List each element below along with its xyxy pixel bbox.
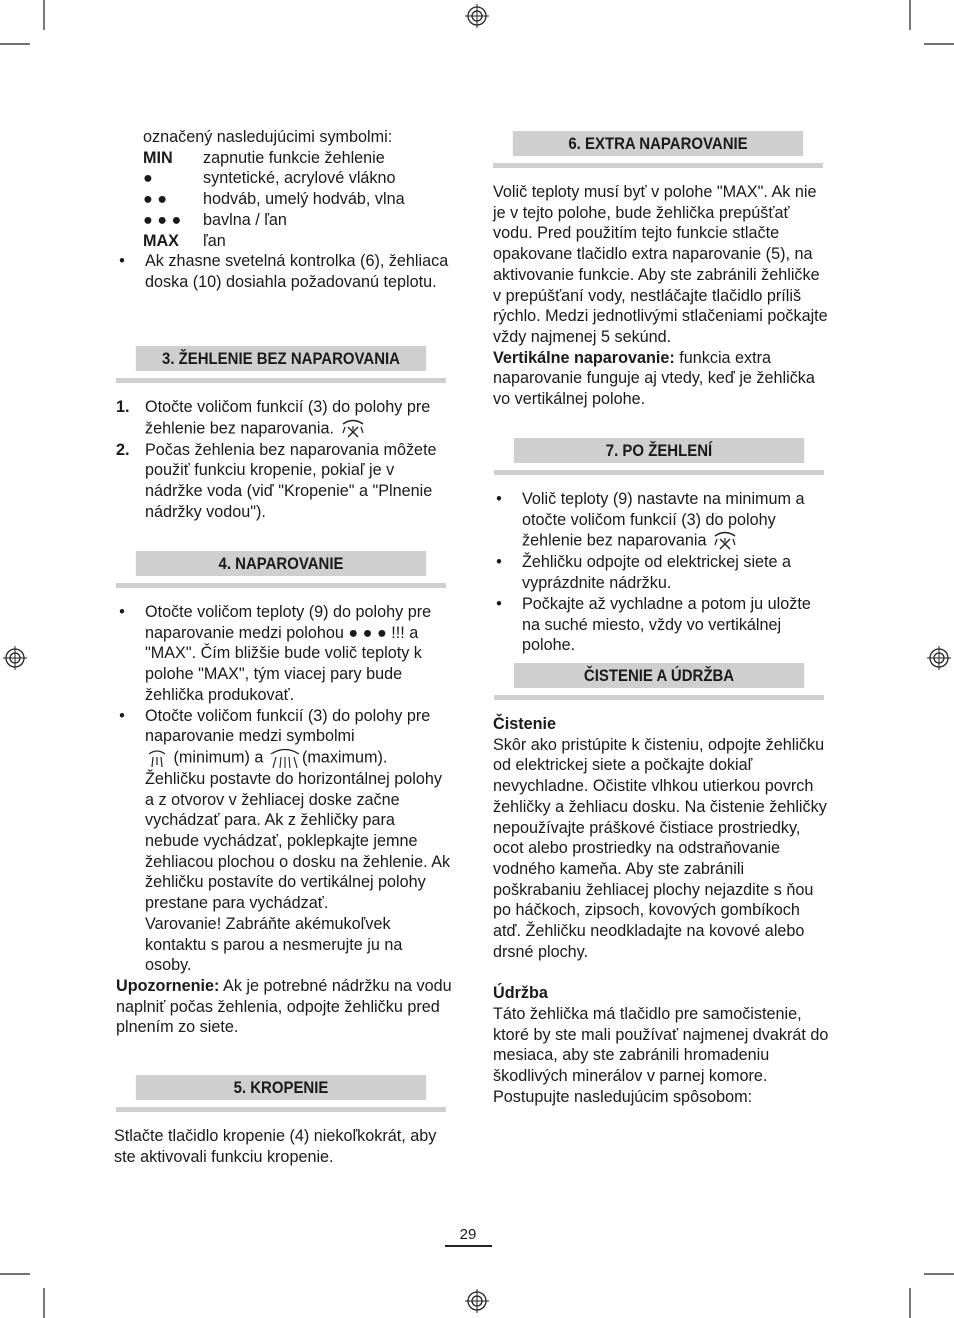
registration-mark-bottom bbox=[465, 1289, 489, 1313]
symbol-desc: hodváb, umelý hodváb, vlna bbox=[203, 190, 405, 209]
symbol-desc: syntetické, acrylové vlákno bbox=[203, 169, 396, 188]
section-5-body: Stlačte tlačidlo kropenie (4) niekoľkokrát, aby ste aktivovali funkciu kropenie. bbox=[114, 1127, 437, 1166]
symbol-key: ● ● bbox=[143, 190, 168, 209]
no-steam-icon bbox=[339, 418, 367, 440]
page-number-underline bbox=[445, 1245, 492, 1247]
page-number: 29 bbox=[459, 1226, 477, 1243]
section-divider bbox=[494, 695, 824, 700]
subheading: Údržba bbox=[493, 984, 548, 1003]
section-header: 4. NAPAROVANIE bbox=[136, 551, 426, 576]
symbol-desc: ľan bbox=[203, 231, 226, 250]
registration-mark-left bbox=[3, 646, 27, 670]
steam-min-icon bbox=[145, 748, 169, 768]
section-divider bbox=[494, 470, 824, 475]
symbols-intro: označený nasledujúcimi symbolmi: bbox=[143, 128, 393, 146]
symbol-row bbox=[143, 231, 452, 252]
symbol-row bbox=[143, 210, 452, 231]
section-divider bbox=[116, 1107, 446, 1112]
subheading: Čistenie bbox=[493, 715, 556, 733]
section-header: 5. KROPENIE bbox=[136, 1075, 426, 1100]
section-header: 3. ŽEHLENIE BEZ NAPAROVANIA bbox=[136, 346, 426, 371]
registration-mark-right bbox=[927, 646, 951, 670]
list-item: • Počkajte až vychladne a potom ju uložte na suché miesto, vždy vo vertikálnej polohe. bbox=[496, 594, 811, 655]
list-item: • Ak zhasne svetelná kontrolka (6), žehliaca doska (10) dosiahla požadovanú teplotu. bbox=[119, 252, 449, 291]
no-steam-icon bbox=[711, 530, 739, 552]
numbered-item: 1. Otočte voličom funkcií (3) do polohy pre žehlenie bez naparovania. bbox=[116, 397, 452, 440]
symbol-key: ● bbox=[143, 169, 153, 188]
note-paragraph: Upozornenie: Ak je potrebné nádržku na vodu naplniť počas žehlenia, odpojte žehličku pred plnením zo siete. bbox=[116, 976, 452, 1037]
symbol-row bbox=[143, 148, 452, 169]
section-header: ČISTENIE A ÚDRŽBA bbox=[514, 663, 804, 688]
section-4-body bbox=[116, 602, 452, 1038]
registration-mark-top bbox=[465, 4, 489, 28]
section-7-body bbox=[493, 489, 829, 656]
list-item: • Žehličku odpojte od elektrickej siete a vyprázdnite nádržku. bbox=[496, 553, 792, 593]
symbol-row bbox=[143, 168, 452, 189]
section-header: 7. PO ŽEHLENÍ bbox=[514, 438, 804, 463]
section-divider bbox=[116, 583, 446, 588]
list-item: • Volič teploty (9) nastavte na minimum a otočte voličom funkcií (3) do polohy žehlenie bez naparovania bbox=[493, 489, 829, 552]
section-divider bbox=[116, 378, 446, 383]
symbol-row bbox=[143, 189, 452, 210]
symbol-desc: zapnutie funkcie žehlenie bbox=[203, 148, 385, 167]
list-item: • Otočte voličom funkcií (3) do polohy pre naparovanie medzi symbolmi (minimum) a (maximum). Žehličku postavte do horizontálnej polohy a z otvorov v žehliacej doske začne vychádzať para. Ak z žehličky para nebude vychádzať, poklepkajte jemne žehliacou plochou o dosku na žehlenie. Ak žehličku postavíte do vertikálnej polohy prestane para vychádzať. Varovanie! Zabráňte akémukoľvek kontaktu s parou a nesmerujte ju na osoby. bbox=[119, 706, 451, 975]
section-header: 6. EXTRA NAPAROVANIE bbox=[513, 131, 803, 156]
section-divider bbox=[493, 163, 823, 168]
left-column bbox=[116, 127, 452, 293]
section-6-body: Volič teploty musí byť v polohe "MAX". Ak nie je v tejto polohe, bude žehlička prepúšťať vodu. Pred použitím tejto funkcie stlačte opakovane tlačidlo extra naparovanie (5), na aktivovanie funkcie. Aby ste zabránili žehličke v prepúšťaní vody, nestláčajte tlačidlo príliš rýchlo. Medzi jednotlivými stlačeniami počkajte vždy najmenej 5 sekúnd. Vertikálne naparovanie: funkcia extra naparovanie funguje aj vtedy, keď je žehlička vo vertikálnej polohe. bbox=[493, 183, 828, 409]
section-3-body bbox=[116, 397, 452, 523]
symbol-desc: bavlna / ľan bbox=[203, 210, 287, 229]
symbol-key: ● ● ● bbox=[143, 210, 182, 229]
numbered-item: 2. Počas žehlenia bez naparovania môžete použiť funkciu kropenie, pokiaľ je v nádržke voda (viď "Kropenie" a "Plnenie nádržky vodou"). bbox=[116, 440, 437, 521]
list-item: • Otočte voličom teploty (9) do polohy pre naparovanie medzi polohou ● ● ● !!! a "MAX". Čím bližšie bude volič teploty k polohe "MAX", tým viacej pary bude žehlička produkovať. bbox=[119, 603, 432, 704]
symbol-key: MAX bbox=[143, 231, 179, 250]
section-8-body: Čistenie Skôr ako pristúpite k čisteniu, odpojte žehličku od elektrickej siete a počkajte dokiaľ nevychladne. Očistite vlhkou utierkou povrch žehličky a žehliacu dosku. Na čistenie žehličky nepoužívajte práškové čistiace prostriedky, ocot alebo prostriedky na odstraňovanie vodného kameňa. Aby ste zabránili poškrabaniu žehliacej plochy nejazdite s ňou po háčkoch, zipsoch, kovových gombíkoch atď. Žehličku neodkladajte na kovové alebo drsné plochy. Údržba Táto žehlička má tlačidlo pre samočistenie, ktoré by ste mali používať najmenej dvakrát do mesiaca, aby ste zabránili hromadeniu škodlivých minerálov v parnej komore. Postupujte nasledujúcim spôsobom: bbox=[493, 715, 829, 1106]
steam-max-icon bbox=[268, 747, 302, 769]
symbol-key: MIN bbox=[143, 148, 173, 167]
